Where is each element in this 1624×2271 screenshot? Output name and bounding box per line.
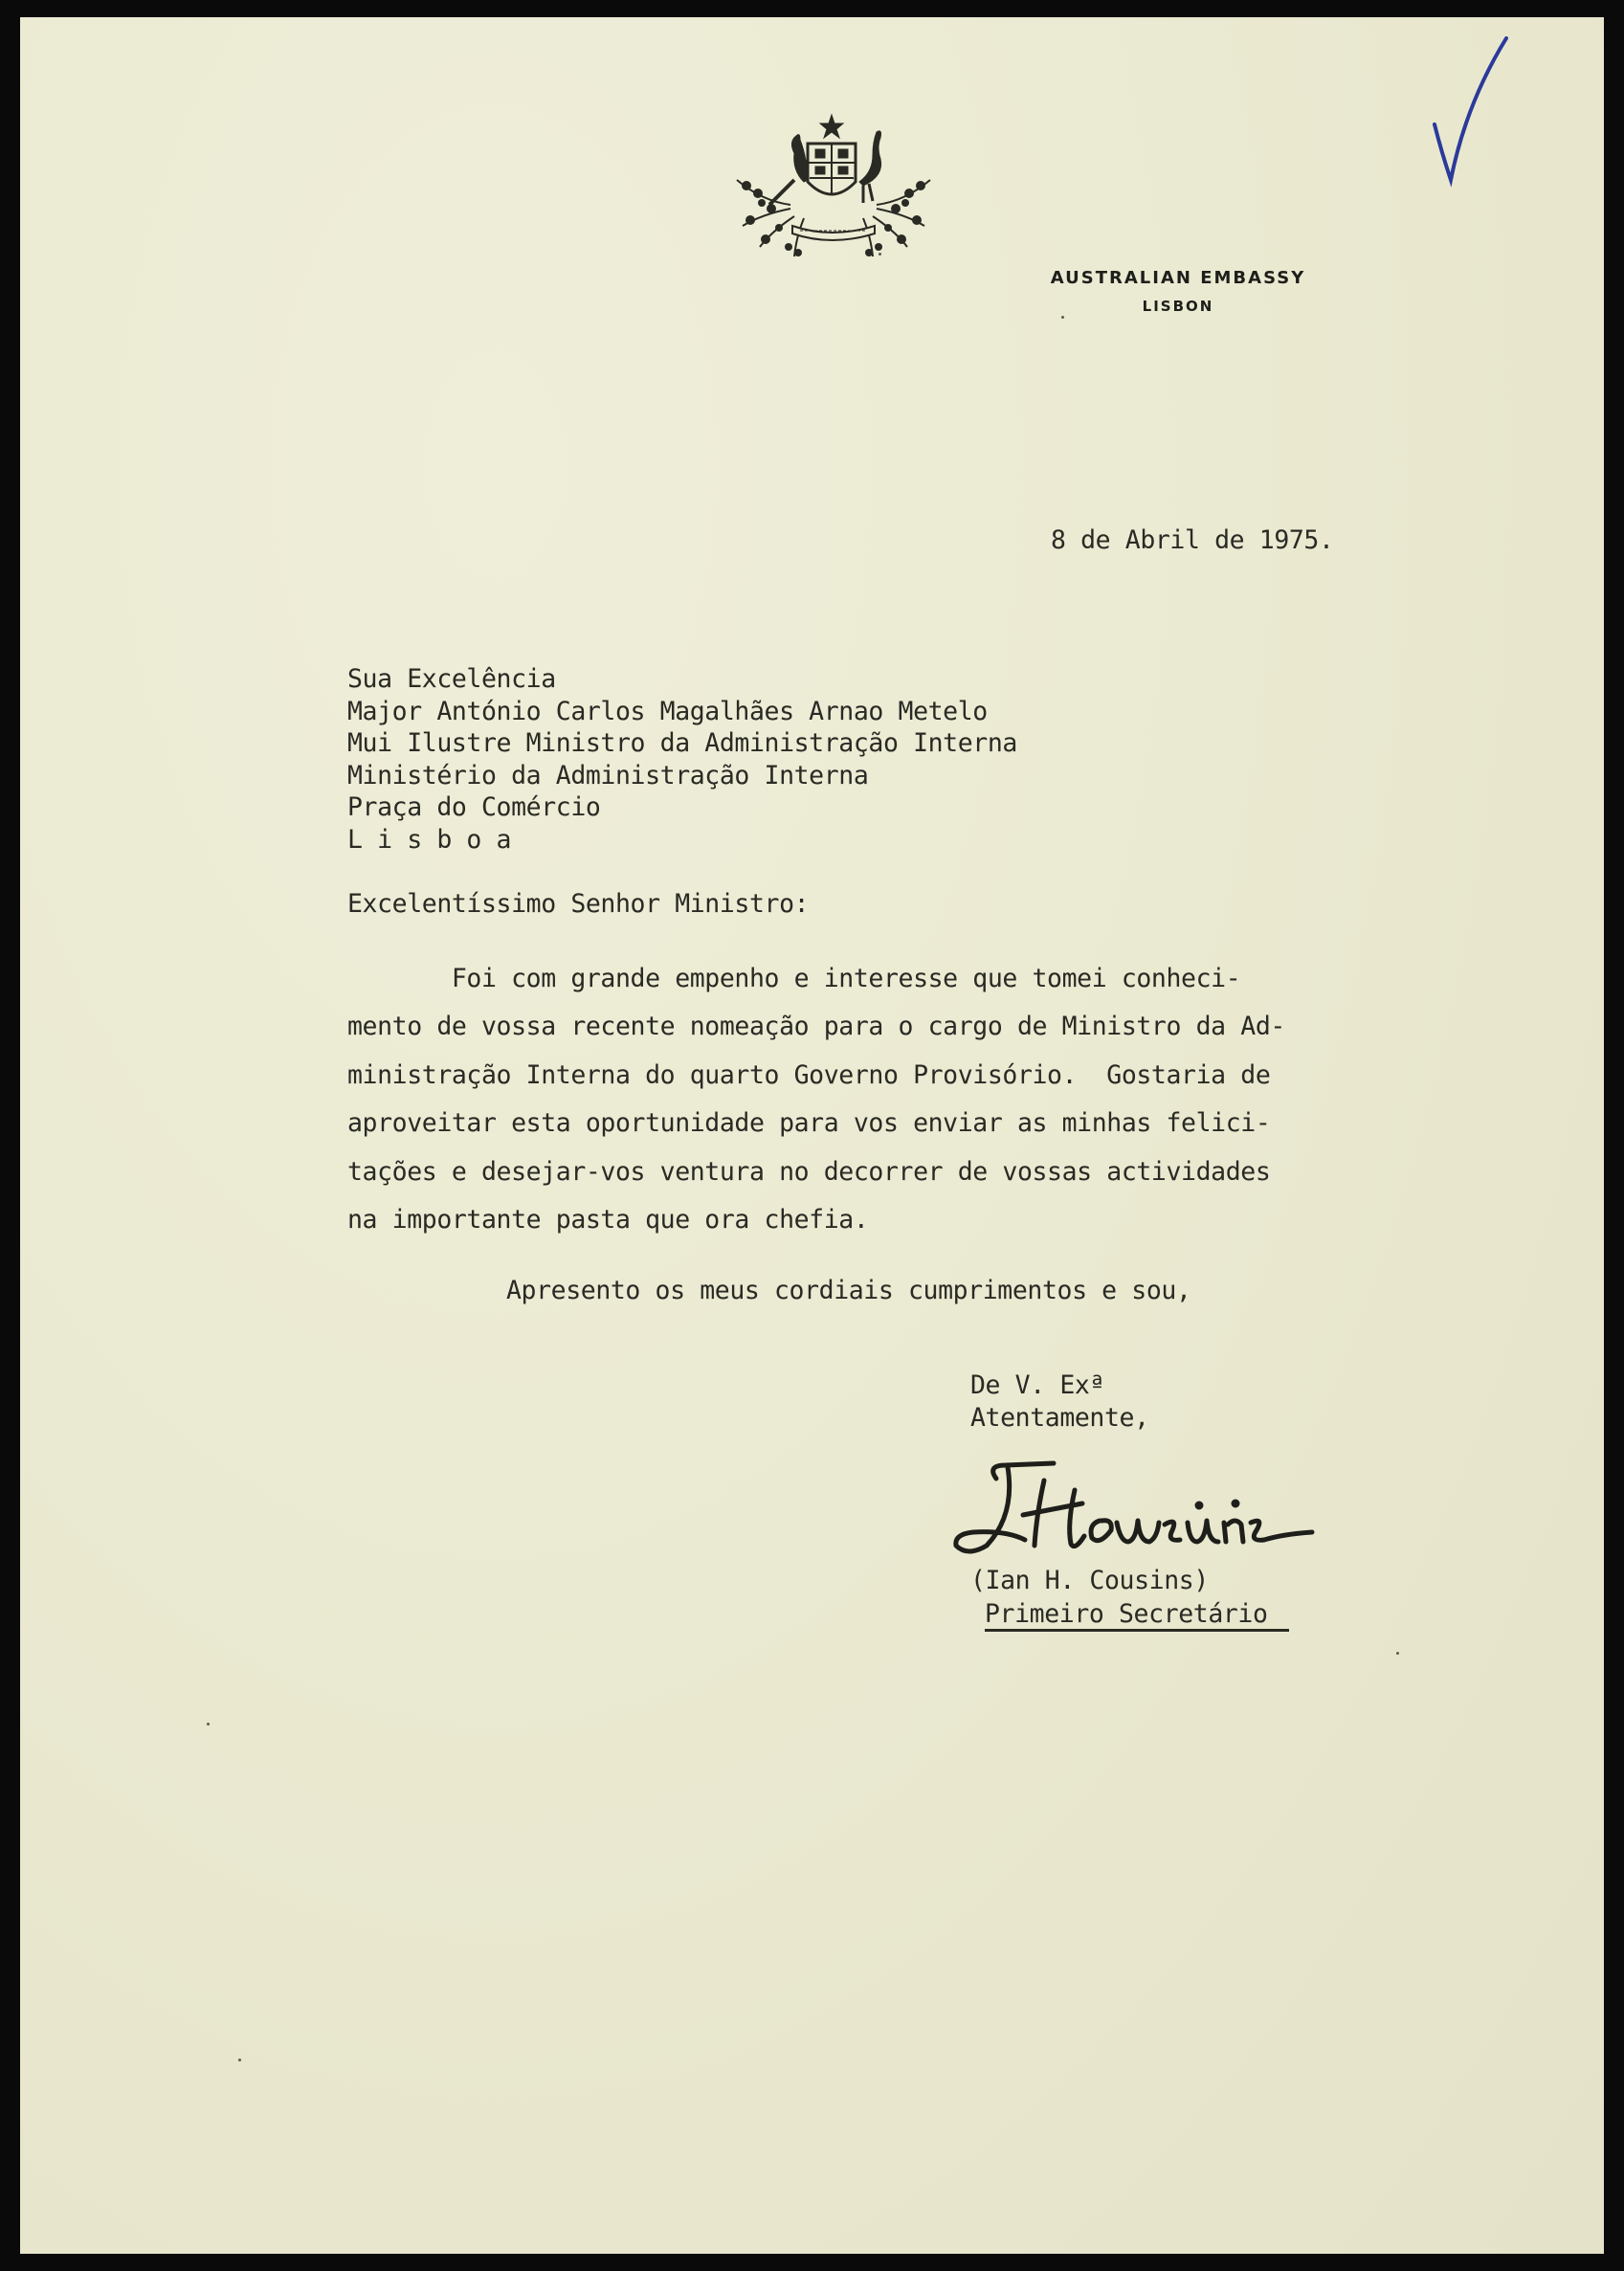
sign-off-line: De V. Exª [970, 1370, 1104, 1400]
paper-speck [879, 253, 881, 256]
australian-coat-of-arms-icon [733, 113, 934, 266]
paper-speck [1396, 1652, 1399, 1655]
body-line: Foi com grande empenho e interesse que tomei conheci- [347, 964, 1241, 993]
paper-speck [1061, 316, 1064, 319]
address-line: Sua Excelência [347, 664, 556, 694]
paper-speck [238, 2059, 241, 2061]
letter-page [20, 17, 1604, 2254]
sign-off [970, 1369, 1149, 1434]
body-line: mento de vossa recente nomeação para o cargo de Ministro da Ad- [347, 1012, 1285, 1042]
signatory-title: Primeiro Secretário [985, 1599, 1268, 1629]
checkmark-icon [1432, 36, 1508, 189]
letterhead [987, 268, 1369, 315]
title-underline [985, 1629, 1289, 1632]
address-line: Ministério da Administração Interna [347, 760, 869, 790]
address-line: Mui Ilustre Ministro da Administração Interna [347, 728, 1017, 758]
sign-off-line: Atentamente, [970, 1402, 1149, 1433]
letter-date: 8 de Abril de 1975. [1051, 525, 1334, 555]
closing-line: Apresento os meus cordiais cumprimentos e sou, [506, 1276, 1191, 1305]
letterhead-org: AUSTRALIAN EMBASSY [1050, 268, 1306, 288]
letter-body [347, 955, 1285, 1244]
body-line: aproveitar esta oportunidade para vos enviar as minhas felici- [347, 1108, 1271, 1139]
salutation: Excelentíssimo Senhor Ministro: [347, 889, 810, 919]
recipient-address [347, 663, 1017, 856]
body-line: na importante pasta que ora chefia. [347, 1205, 869, 1236]
signatory-name: (Ian H. Cousins) [970, 1566, 1209, 1595]
letterhead-city: LISBON [1142, 298, 1214, 315]
address-line: Praça do Comércio [347, 792, 601, 822]
body-line: ministração Interna do quarto Governo Provisório. Gostaria de [347, 1059, 1271, 1090]
handwritten-signature [948, 1458, 1341, 1563]
paper-speck [207, 1723, 210, 1726]
address-line: Major António Carlos Magalhães Arnao Metelo [347, 696, 988, 726]
body-line: tações e desejar-vos ventura no decorrer de vossas actividades [347, 1156, 1271, 1187]
address-line: L i s b o a [347, 824, 512, 855]
